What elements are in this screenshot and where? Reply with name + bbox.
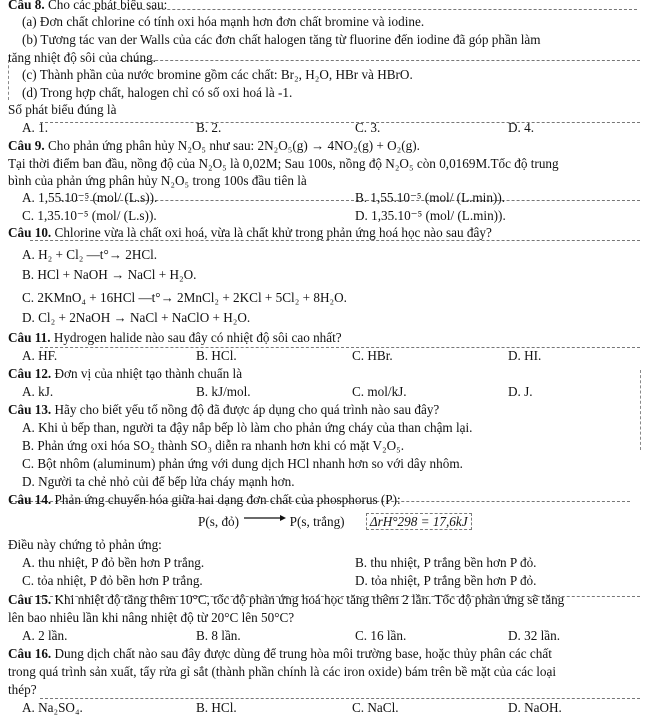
q9-text-2: Tại thời điểm ban đầu, nồng độ của N₂O₅ là 0,02M; Sau 100s, nồng độ N₂O₅ còn 0,0169M.Tốc độ trung [8, 156, 559, 171]
q9-text-3: bình của phản ứng phân hủy N₂O₅ trong 100s đầu tiên là [8, 173, 307, 188]
q16-heading [8, 645, 642, 662]
reaction-arrow-icon [242, 509, 286, 526]
q8-statement-d: (d) Trong hợp chất, halogen chỉ có số oxi hoá là -1. [22, 85, 293, 100]
q15-title: Câu 15. [8, 592, 52, 607]
q14-reactant: P(s, đỏ) [198, 514, 240, 529]
q8-intro: Cho các phát biểu sau: [47, 0, 168, 12]
q8-statement-c: (c) Thành phần của nước bromine gồm các chất: Br₂, H₂O, HBr và HBrO. [22, 67, 413, 82]
q15-option-c[interactable]: C. 16 lần. [355, 628, 407, 643]
q12-text: Đơn vị của nhiệt tạo thành chuẩn là [54, 366, 243, 381]
q12-option-d[interactable]: D. J. [508, 384, 533, 399]
q12-heading [8, 365, 642, 382]
q14-enthalpy: ΔrH°298 = 17,6kJ [366, 513, 472, 530]
q8-statement-b-cont: tăng nhiệt độ sôi của chúng. [8, 50, 156, 65]
q16-option-b[interactable]: B. HCl. [196, 700, 237, 715]
q14-option-a[interactable]: A. thu nhiệt, P đỏ bền hơn P trắng. [22, 555, 205, 570]
q11-option-d[interactable]: D. HI. [508, 348, 542, 363]
q14-option-c[interactable]: C. tỏa nhiệt, P đỏ bền hơn P trắng. [22, 573, 203, 588]
q8-option-b[interactable]: B. 2. [196, 120, 222, 135]
q13-text: Hãy cho biết yếu tố nồng độ đã được áp dụng cho quá trình nào sau đây? [54, 402, 440, 417]
q14-lead: Điều này chứng tỏ phản ứng: [8, 537, 162, 552]
q12-option-c[interactable]: C. mol/kJ. [352, 384, 407, 399]
q10-option-c[interactable]: C. 2KMnO₄ + 16HCl —t°→ 2MnCl₂ + 2KCl + 5Cl₂ + 8H₂O. [22, 290, 347, 305]
q9-option-d[interactable]: D. 1,35.10⁻⁵ (mol/ (L.min)). [355, 208, 506, 223]
q12-option-a[interactable]: A. kJ. [22, 384, 54, 399]
q9-text-1: Cho phản ứng phân hủy N₂O₅ như sau: 2N₂O₅(g) → 4NO₂(g) + O₂(g). [47, 138, 420, 153]
q10-heading [8, 224, 642, 241]
q15-text-1: Khi nhiệt độ tăng thêm 10°C, tốc độ phản ứng hoá học tăng thêm 2 lần. Tốc độ phản ứng sẽ tăng [54, 592, 565, 607]
q8-option-a[interactable]: A. 1. [22, 120, 49, 135]
q15-option-a[interactable]: A. 2 lần. [22, 628, 68, 643]
q10-option-a[interactable]: A. H₂ + Cl₂ —t°→ 2HCl. [22, 247, 158, 262]
q11-option-c[interactable]: C. HBr. [352, 348, 393, 363]
divider [40, 347, 640, 348]
q14-text: Phản ứng chuyển hóa giữa hai dạng đơn chất của phosphorus (P): [54, 492, 401, 507]
q8-prompt: Số phát biểu đúng là [8, 102, 117, 117]
q11-heading [8, 329, 642, 346]
q8-title: Câu 8. [8, 0, 45, 12]
q8-option-c[interactable]: C. 3. [355, 120, 381, 135]
q10-text: Chlorine vừa là chất oxi hoá, vừa là chất khử trong phản ứng hoá học nào sau đây? [54, 225, 492, 240]
q13-title: Câu 13. [8, 402, 52, 417]
q9-option-b[interactable]: B. 1,55.10⁻⁵ (mol/ (L.min)). [355, 190, 506, 205]
q13-option-a[interactable]: A. Khi ủ bếp than, người ta đậy nắp bếp lò làm cho phản ứng cháy của than chậm lại. [22, 420, 473, 435]
q13-option-c[interactable]: C. Bột nhôm (aluminum) phản ứng với dung dịch HCl nhanh hơn so với dây nhôm. [22, 456, 463, 471]
q8-statement-b: (b) Tương tác van der Walls của các đơn chất halogen tăng từ fluorine đến iodine đã góp phần làm [22, 32, 541, 47]
q15-option-b[interactable]: B. 8 lần. [196, 628, 241, 643]
q14-product: P(s, trắng) [289, 514, 345, 529]
q12-title: Câu 12. [8, 366, 52, 381]
q16-text-1: Dung dịch chất nào sau đây được dùng để trung hòa môi trường base, hoặc thủy phân các chất [54, 646, 552, 661]
q13-option-b[interactable]: B. Phản ứng oxi hóa SO₂ thành SO₃ diễn ra nhanh hơn khi có mặt V₂O₅. [22, 438, 405, 453]
q10-option-b[interactable]: B. HCl + NaOH → NaCl + H₂O. [22, 267, 197, 282]
q13-heading [8, 401, 642, 418]
q10-title: Câu 10. [8, 225, 52, 240]
q11-text: Hydrogen halide nào sau đây có nhiệt độ sôi cao nhất? [53, 330, 342, 345]
q13-option-d[interactable]: D. Người ta chẻ nhỏ củi để bếp lửa cháy mạnh hơn. [22, 474, 295, 489]
q16-option-a[interactable]: A. Na₂SO₄. [22, 700, 83, 715]
q14-equation [198, 513, 472, 530]
q16-option-d[interactable]: D. NaOH. [508, 700, 562, 715]
q15-heading [8, 591, 642, 608]
q8-heading [8, 0, 642, 13]
q16-text-3: thép? [8, 682, 37, 697]
q12-option-b[interactable]: B. kJ/mol. [196, 384, 251, 399]
q9-title: Câu 9. [8, 138, 45, 153]
q9-option-a[interactable]: A. 1,55.10⁻⁵ (mol/ (L.s)). [22, 190, 158, 205]
q16-option-c[interactable]: C. NaCl. [352, 700, 399, 715]
q8-statement-a: (a) Đơn chất chlorine có tính oxi hóa mạnh hơn đơn chất bromine và iodine. [22, 14, 425, 29]
q14-heading [8, 491, 642, 508]
q16-title: Câu 16. [8, 646, 52, 661]
q11-option-b[interactable]: B. HCl. [196, 348, 237, 363]
q14-title: Câu 14. [8, 492, 52, 507]
q10-option-d[interactable]: D. Cl₂ + 2NaOH → NaCl + NaClO + H₂O. [22, 310, 251, 325]
q15-option-d[interactable]: D. 32 lần. [508, 628, 561, 643]
q14-option-b[interactable]: B. thu nhiệt, P trắng bền hơn P đỏ. [355, 555, 537, 570]
q9-option-c[interactable]: C. 1,35.10⁻⁵ (mol/ (L.s)). [22, 208, 157, 223]
q15-text-2: lên bao nhiêu lần khi nâng nhiệt độ từ 20°C lên 50°C? [8, 610, 295, 625]
q11-option-a[interactable]: A. HF. [22, 348, 58, 363]
divider [40, 122, 640, 123]
q9-heading [8, 137, 642, 154]
q16-text-2: trong quá trình sản xuất, tẩy rửa gỉ sắt (thành phần chính là các iron oxide) bám trên bề mặt của các loại [8, 664, 557, 679]
q14-option-d[interactable]: D. tỏa nhiệt, P trắng bền hơn P đỏ. [355, 573, 537, 588]
q8-option-d[interactable]: D. 4. [508, 120, 535, 135]
q11-title: Câu 11. [8, 330, 51, 345]
